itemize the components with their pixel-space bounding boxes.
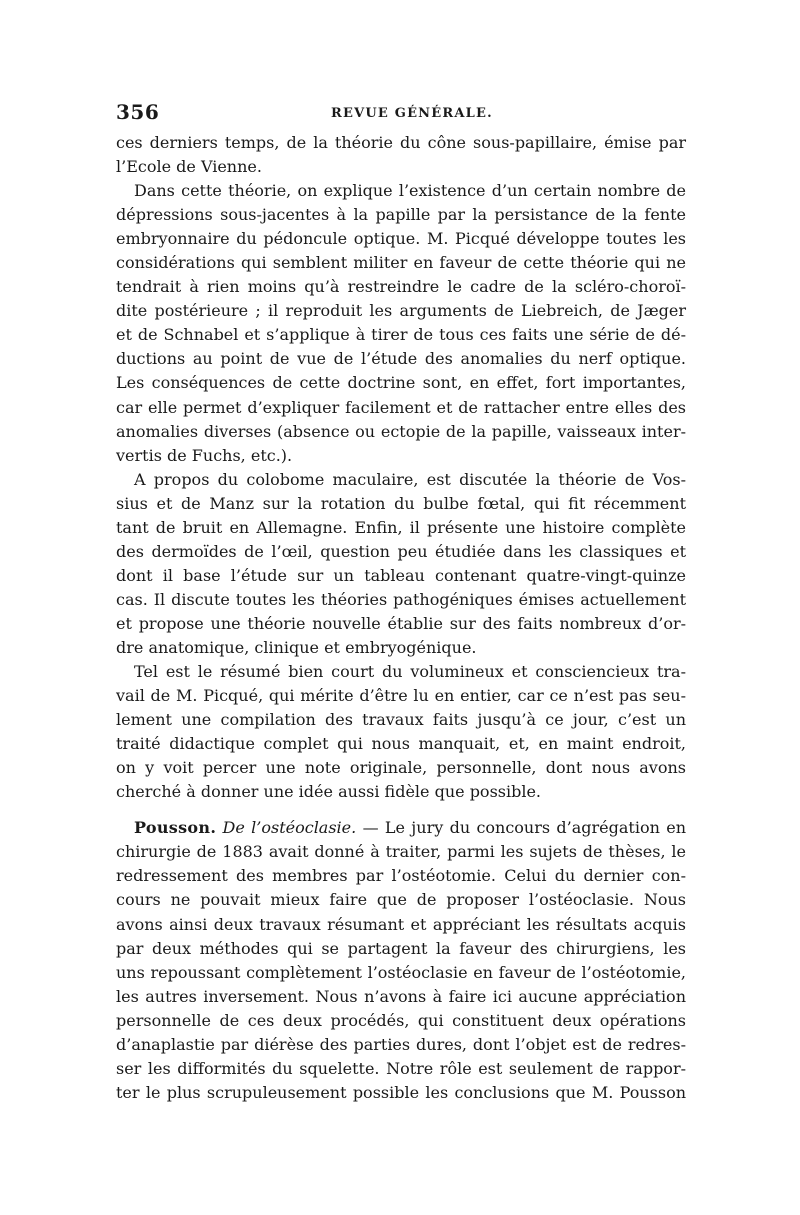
text-line: par deux méthodes qui se partagent la faveur des chirurgiens, les [116, 938, 686, 958]
text-line: tendrait à rien moins qu’à restreindre le cadre de la scléro-choroï- [116, 277, 686, 297]
text-line: des dermoïdes de l’œil, question peu étudiée dans les classiques et [116, 541, 686, 561]
heading-rest: — Le jury du concours d’agrégation en [362, 818, 686, 838]
running-title: REVUE GÉNÉRALE. [331, 106, 493, 121]
text-line: et de Schnabel et s’applique à tirer de tous ces faits une série de dé- [116, 325, 686, 345]
text-line: traité didactique complet qui nous manquait, et, en maint endroit, [116, 734, 686, 754]
text-line: et propose une théorie nouvelle établie sur des faits nombreux d’or- [116, 613, 686, 633]
text-line: dont il base l’étude sur un tableau contenant quatre-vingt-quinze [116, 565, 686, 585]
text-line: A propos du colobome maculaire, est discutée la théorie de Vos- [134, 469, 686, 489]
text-line: cours ne pouvait mieux faire que de proposer l’ostéoclasie. Nous [116, 890, 686, 910]
text-line: vail de M. Picqué, qui mérite d’être lu en entier, car ce n’est pas seu- [116, 686, 686, 706]
text-line: cas. Il discute toutes les théories pathogéniques émises actuellement [116, 589, 686, 609]
body-text [116, 131, 686, 1105]
text-line: ter le plus scrupuleusement possible les conclusions que M. Pousson [116, 1082, 686, 1102]
paragraph-theory [116, 179, 686, 468]
text-line: embryonnaire du pédoncule optique. M. Picqué développe toutes les [116, 229, 686, 249]
text-line: dite postérieure ; il reproduit les arguments de Liebreich, de Jæger [116, 301, 686, 321]
page-header [116, 100, 686, 128]
text-line: vertis de Fuchs, etc.). [116, 445, 293, 465]
text-line: Tel est le résumé bien court du volumineux et consciencieux tra- [134, 662, 686, 682]
paragraph-continuation [116, 131, 686, 179]
text-line: car elle permet d’expliquer facilement et de rattacher entre elles des [116, 397, 686, 417]
text-line: chirurgie de 1883 avait donné à traiter, parmi les sujets de thèses, le [116, 842, 686, 862]
text-line: les autres inversement. Nous n’avons à faire ici aucune appréciation [116, 986, 686, 1006]
text-line: lement une compilation des travaux faits jusqu’à ce jour, c’est un [116, 710, 686, 730]
text-line-heading [116, 816, 686, 840]
text-line: tant de bruit en Allemagne. Enfin, il présente une histoire complète [116, 517, 686, 537]
text-line: ces derniers temps, de la théorie du cône sous-papillaire, émise par [116, 133, 686, 152]
text-line: d’anaplastie par diérèse des parties dures, dont l’objet est de redres- [116, 1034, 686, 1054]
text-line: considérations qui semblent militer en faveur de cette théorie qui ne [116, 253, 686, 273]
work-title: De l’ostéoclasie. [222, 818, 357, 838]
text-line: cherché à donner une idée aussi fidèle que possible. [116, 782, 542, 802]
text-line: avons ainsi deux travaux résumant et appréciant les résultats acquis [116, 914, 686, 934]
text-line: Dans cette théorie, on explique l’existence d’un certain nombre de [134, 181, 686, 201]
paragraph-pousson [116, 816, 686, 1105]
section-gap [116, 804, 686, 816]
text-line: anomalies diverses (absence ou ectopie de la papille, vaisseaux inter- [116, 421, 686, 441]
text-line: sius et de Manz sur la rotation du bulbe fœtal, qui fit récemment [116, 493, 686, 513]
text-line: dépressions sous-jacentes à la papille par la persistance de la fente [116, 205, 686, 225]
author-name: Pousson. [134, 818, 217, 838]
paragraph-colobome [116, 468, 686, 660]
text-line: l’Ecole de Vienne. [116, 157, 262, 177]
paragraph-summary [116, 660, 686, 804]
text-line: Les conséquences de cette doctrine sont, en effet, fort importantes, [116, 373, 686, 393]
text-line: redressement des membres par l’ostéotomie. Celui du dernier con- [116, 866, 686, 886]
text-line: ser les difformités du squelette. Notre rôle est seulement de rappor- [116, 1058, 686, 1078]
text-line: uns repoussant complètement l’ostéoclasie en faveur de l’ostéotomie, [116, 962, 686, 982]
text-line: ductions au point de vue de l’étude des anomalies du nerf optique. [116, 349, 686, 369]
page-number: 356 [116, 100, 160, 124]
text-line: dre anatomique, clinique et embryogénique. [116, 637, 477, 657]
text-line: personnelle de ces deux procédés, qui constituent deux opérations [116, 1010, 686, 1030]
text-line: on y voit percer une note originale, personnelle, dont nous avons [116, 758, 686, 778]
